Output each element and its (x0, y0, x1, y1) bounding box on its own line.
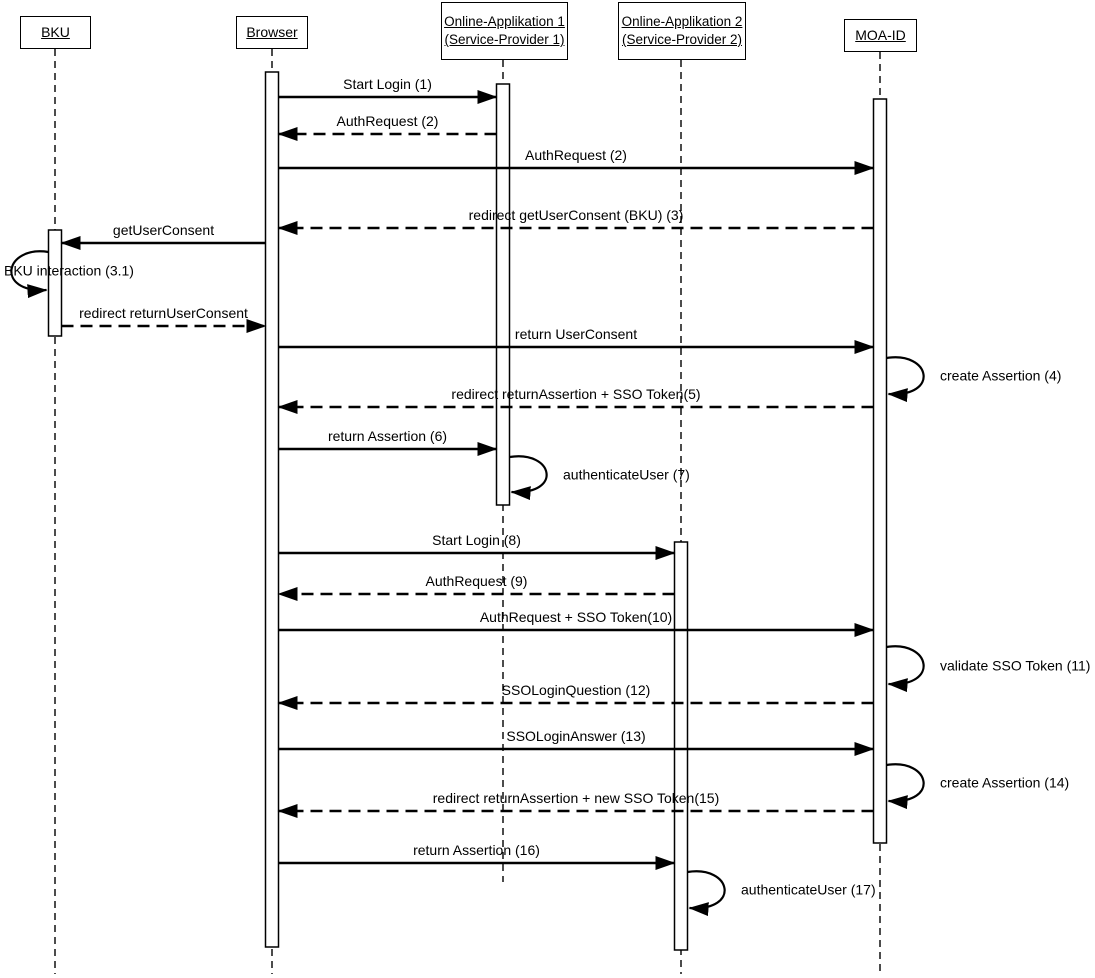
message-label: create Assertion (4) (940, 367, 1062, 384)
message-label: validate SSO Token (11) (940, 657, 1091, 673)
actor-bku (20, 16, 91, 49)
message-label: BKU interaction (3.1) (4, 262, 134, 279)
self-message-arrow (510, 456, 547, 492)
activation-oa1 (497, 84, 510, 505)
message-label: AuthRequest (9) (425, 573, 528, 589)
message-label: redirect returnAssertion + new SSO Token(15) (432, 790, 720, 806)
actor-name: Browser (246, 24, 298, 41)
self-message-arrow (688, 871, 725, 908)
actor-name: Online-Applikation 2 (621, 14, 743, 30)
activation-bku (49, 230, 62, 336)
message-label: AuthRequest + SSO Token(10) (479, 609, 673, 625)
self-message-arrow (887, 357, 924, 394)
self-message-arrow (887, 764, 924, 801)
actor-moaid (844, 19, 917, 52)
self-message-arrow (887, 646, 924, 684)
activation-oa2 (675, 542, 688, 950)
actor-subname: (Service-Provider 2) (621, 32, 743, 47)
actor-oa2 (618, 2, 746, 60)
message-label: return Assertion (16) (413, 842, 540, 858)
message-label: redirect returnUserConsent (79, 305, 248, 321)
actor-oa1 (441, 2, 568, 60)
message-label: Start Login (8) (432, 532, 521, 548)
message-label: redirect getUserConsent (BKU) (3) (468, 207, 684, 223)
message-label: authenticateUser (17) (741, 881, 876, 898)
message-label: authenticateUser (7) (563, 466, 690, 482)
actor-browser (236, 16, 308, 49)
message-label: return Assertion (6) (327, 428, 448, 444)
message-label: AuthRequest (2) (336, 113, 439, 129)
message-label: Start Login (1) (343, 76, 432, 92)
actor-subname: (Service-Provider 1) (444, 32, 565, 47)
activation-browser (266, 72, 279, 947)
message-label: getUserConsent (112, 222, 215, 238)
message-label: redirect returnAssertion + SSO Token(5) (451, 386, 701, 402)
message-label: SSOLoginQuestion (12) (501, 682, 651, 698)
message-label: create Assertion (14) (940, 774, 1070, 791)
message-label: return UserConsent (514, 326, 638, 342)
message-label: SSOLoginAnswer (13) (506, 728, 646, 744)
activation-moaid (874, 99, 887, 843)
actor-name: MOA-ID (855, 27, 906, 44)
actor-name: BKU (41, 24, 70, 41)
actor-name: Online-Applikation 1 (444, 14, 565, 30)
message-label: AuthRequest (2) (525, 147, 627, 163)
